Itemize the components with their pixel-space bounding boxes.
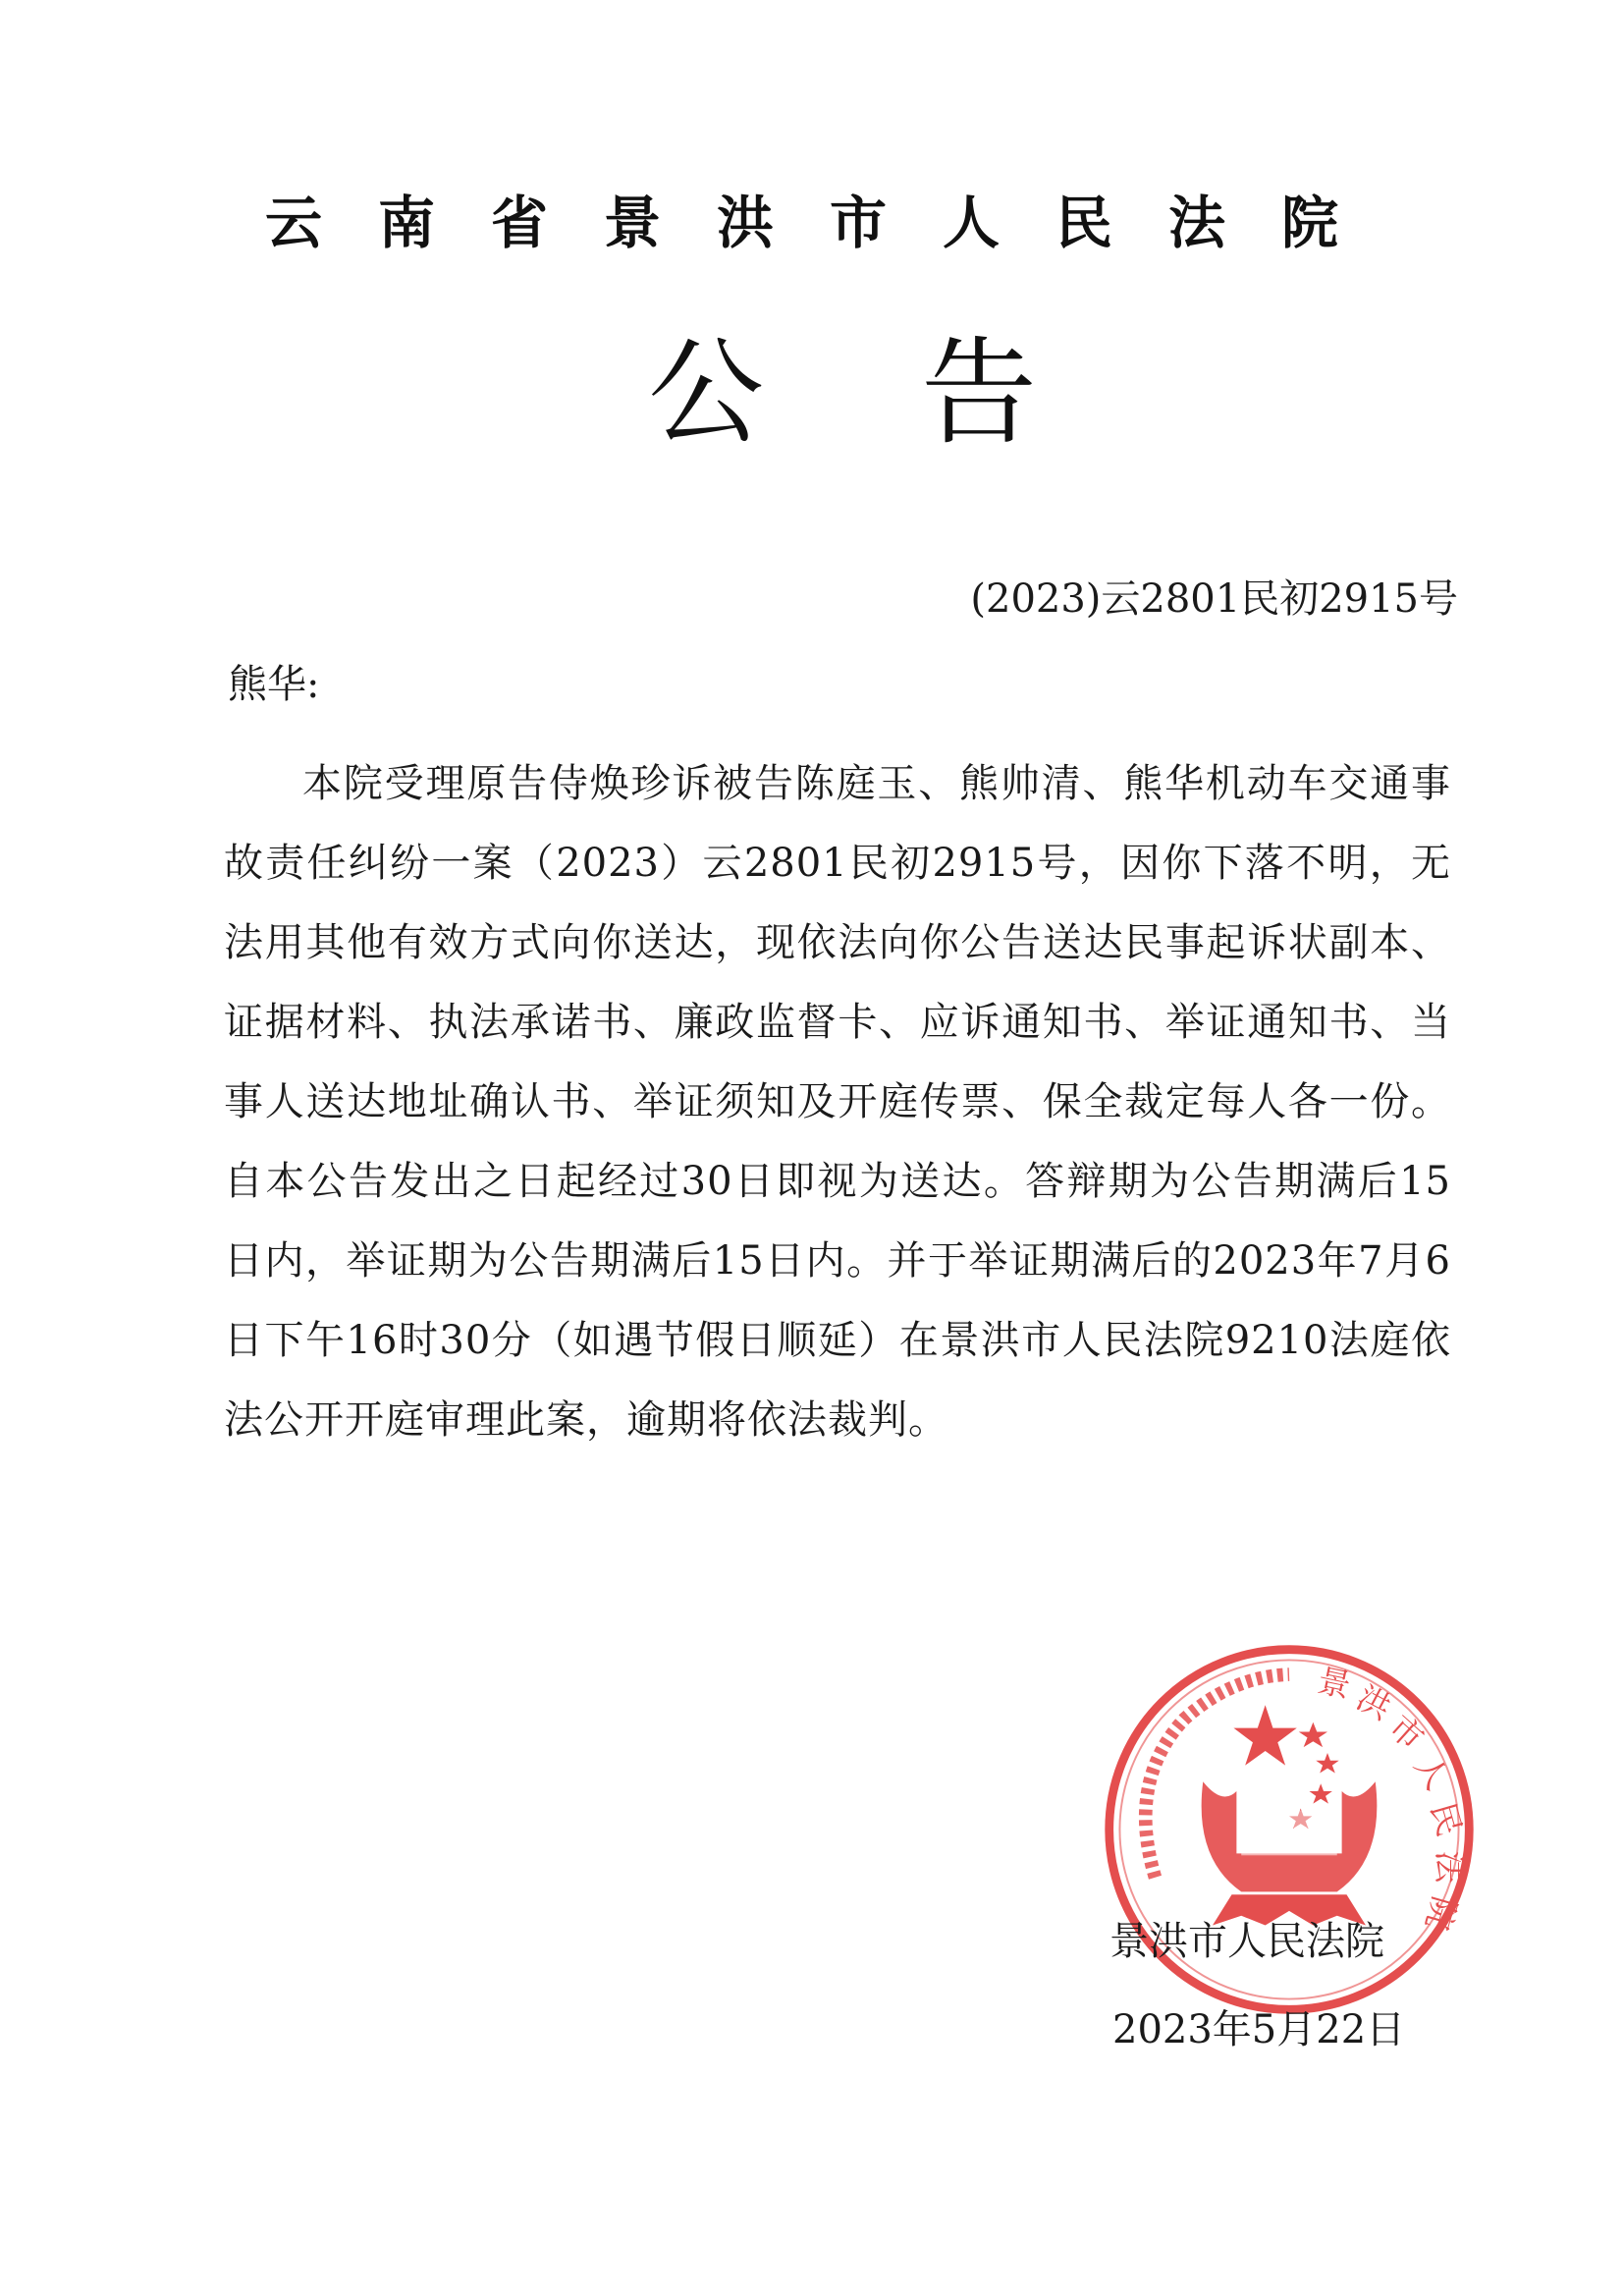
issue-date: 2023年5月22日: [1112, 2007, 1406, 2052]
svg-text:洪: 洪: [1350, 1677, 1398, 1727]
svg-text:市: 市: [1381, 1707, 1432, 1758]
court-title: 云南省景洪市人民法院: [265, 190, 1395, 256]
addressee: 熊华:: [228, 662, 320, 707]
svg-text:民: 民: [1423, 1798, 1470, 1840]
notice-body: 本院受理原告侍焕珍诉被告陈庭玉、熊帅清、熊华机动车交通事故责任纠纷一案（2023）云2801民初2915号，因你下落不明，无法用其他有效方式向你送达，现依法向你公告送达民事起诉状副本、证据材料、执法承诺书、廉政监督卡、应诉通知书、举证通知书、当事人送达地址确认书、举证须知及开庭传票、保全裁定每人各一份。自本公告发出之日起经过30日即视为送达。答辩期为公告期满后15日内，举证期为公告期满后15日内。并于举证期满后的2023年7月6日下午16时30分（如遇节假日顺延）在景洪市人民法院9210法庭依法公开开庭审理此案，逾期将依法裁判。: [224, 761, 1451, 1443]
svg-text:人: 人: [1406, 1748, 1457, 1797]
svg-text:院: 院: [1418, 1892, 1464, 1935]
case-number: (2023)云2801民初2915号: [970, 576, 1458, 622]
document-title: 公告: [648, 325, 1195, 461]
svg-text:法: 法: [1431, 1850, 1470, 1884]
court-signature: 景洪市人民法院: [1109, 1919, 1384, 1964]
svg-text:景: 景: [1314, 1661, 1355, 1706]
